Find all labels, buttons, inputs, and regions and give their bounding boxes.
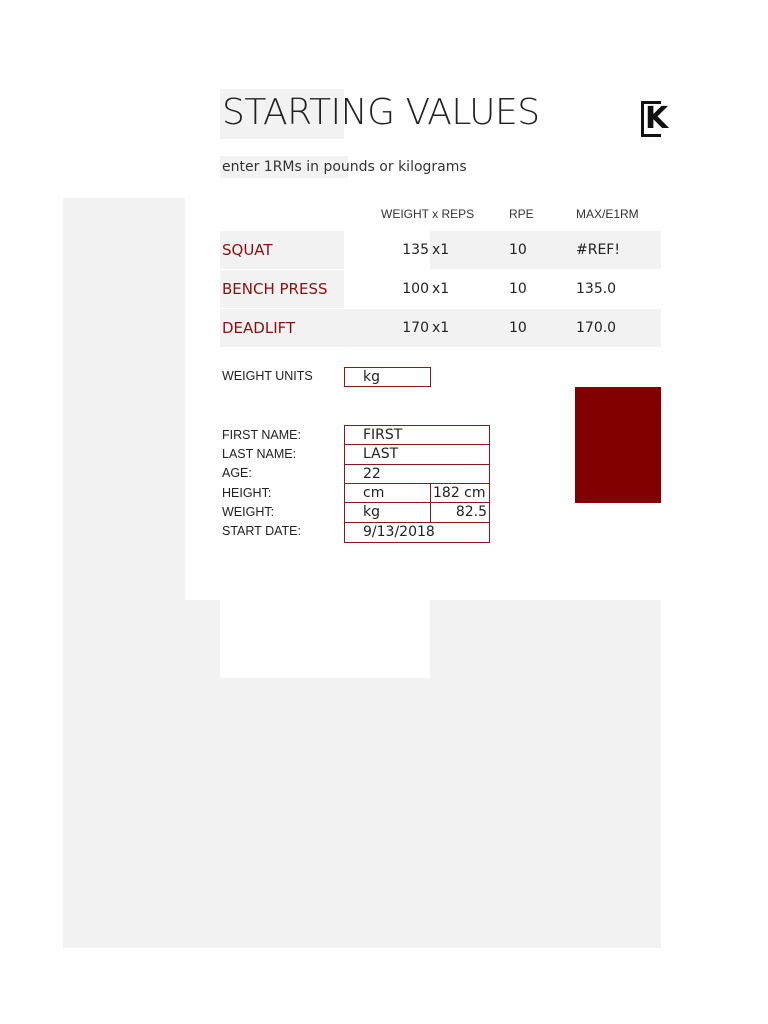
deadlift-weight-input[interactable]: 170 <box>402 320 429 336</box>
first-name-field[interactable]: FIRST <box>344 425 490 445</box>
start-date-label: START DATE: <box>222 524 301 538</box>
weight-label: WEIGHT: <box>222 505 275 519</box>
accent-block <box>575 387 661 503</box>
logo-icon <box>641 101 669 137</box>
height-value-field[interactable]: 182 cm <box>430 483 490 503</box>
last-name-field[interactable]: LAST <box>344 444 490 465</box>
first-name-label: FIRST NAME: <box>222 428 301 442</box>
deadlift-max: 170.0 <box>576 320 617 336</box>
height-label: HEIGHT: <box>222 486 272 500</box>
weight-units-select[interactable]: kg <box>344 367 431 387</box>
logo-glyph: K <box>645 101 669 136</box>
instructions-text: enter 1RMs in pounds or kilograms <box>222 159 467 175</box>
last-name-label: LAST NAME: <box>222 447 297 461</box>
squat-reps[interactable]: x1 <box>432 242 450 258</box>
form-panel-extension <box>220 598 430 678</box>
squat-rpe[interactable]: 10 <box>509 242 527 258</box>
bench-max: 135.0 <box>576 281 617 297</box>
deadlift-reps[interactable]: x1 <box>432 320 450 336</box>
height-unit-field[interactable]: cm <box>344 483 431 503</box>
age-field[interactable]: 22 <box>344 464 490 484</box>
lift-name-squat: SQUAT <box>222 241 273 259</box>
header-max: MAX/E1RM <box>576 207 639 221</box>
lift-row-bg <box>430 231 661 269</box>
squat-max: #REF! <box>576 242 620 258</box>
header-weight-reps: WEIGHT x REPS <box>381 207 475 221</box>
lift-name-bench-press: BENCH PRESS <box>222 280 328 298</box>
page-title: STARTING VALUES <box>222 92 540 133</box>
squat-weight-input[interactable]: 135 <box>402 242 429 258</box>
weight-unit-field[interactable]: kg <box>344 502 431 523</box>
weight-units-label: WEIGHT UNITS <box>222 369 313 383</box>
deadlift-rpe[interactable]: 10 <box>509 320 527 336</box>
weight-value-field[interactable]: 82.5 <box>430 502 490 523</box>
age-label: AGE: <box>222 466 252 480</box>
lift-name-deadlift: DEADLIFT <box>222 319 296 337</box>
bench-weight-input[interactable]: 100 <box>402 281 429 297</box>
header-rpe: RPE <box>509 207 534 221</box>
start-date-field[interactable]: 9/13/2018 <box>344 522 490 543</box>
bench-rpe[interactable]: 10 <box>509 281 527 297</box>
bench-reps[interactable]: x1 <box>432 281 450 297</box>
